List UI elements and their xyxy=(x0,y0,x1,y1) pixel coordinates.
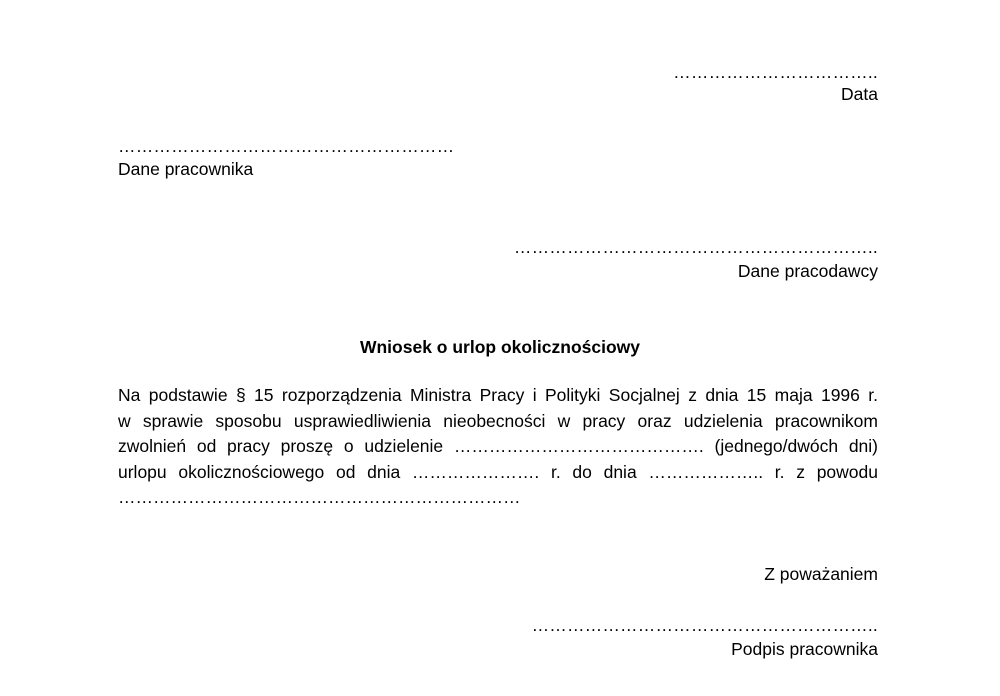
employee-dots: ………………………………………………… xyxy=(118,136,455,156)
document-title: Wniosek o urlop okolicznościowy xyxy=(359,337,641,357)
date-label: Data xyxy=(841,84,878,104)
closing-text: Z poważaniem xyxy=(764,564,878,584)
body-line-1: Na podstawie § 15 rozporządzenia Ministra Pracy i Polityki Socjalnej z dnia 15 maja 1996 r. xyxy=(118,385,878,405)
signature-dots: ………………………………………………….. xyxy=(531,615,878,635)
date-dots: …………………………….. xyxy=(673,62,878,82)
body-line-2: w sprawie sposobu usprawiedliwienia nieobecności w pracy oraz udzielenia pracownikom xyxy=(118,410,878,431)
signature-label: Podpis pracownika xyxy=(731,639,878,659)
body-line-3: zwolnień od pracy proszę o udzielenie ……………………………………. (jednego/dwóch dni) xyxy=(118,436,878,457)
body-line-4: urlopu okolicznościowego od dnia …………………. r. do dnia ……………….. r. z powodu xyxy=(118,461,878,482)
employer-dots: …………………………………………………….. xyxy=(513,237,878,257)
employee-label: Dane pracownika xyxy=(118,159,254,179)
request-body xyxy=(118,383,878,511)
body-line-5: …………………………………………………………… xyxy=(118,487,521,508)
employer-label: Dane pracodawcy xyxy=(737,261,878,281)
